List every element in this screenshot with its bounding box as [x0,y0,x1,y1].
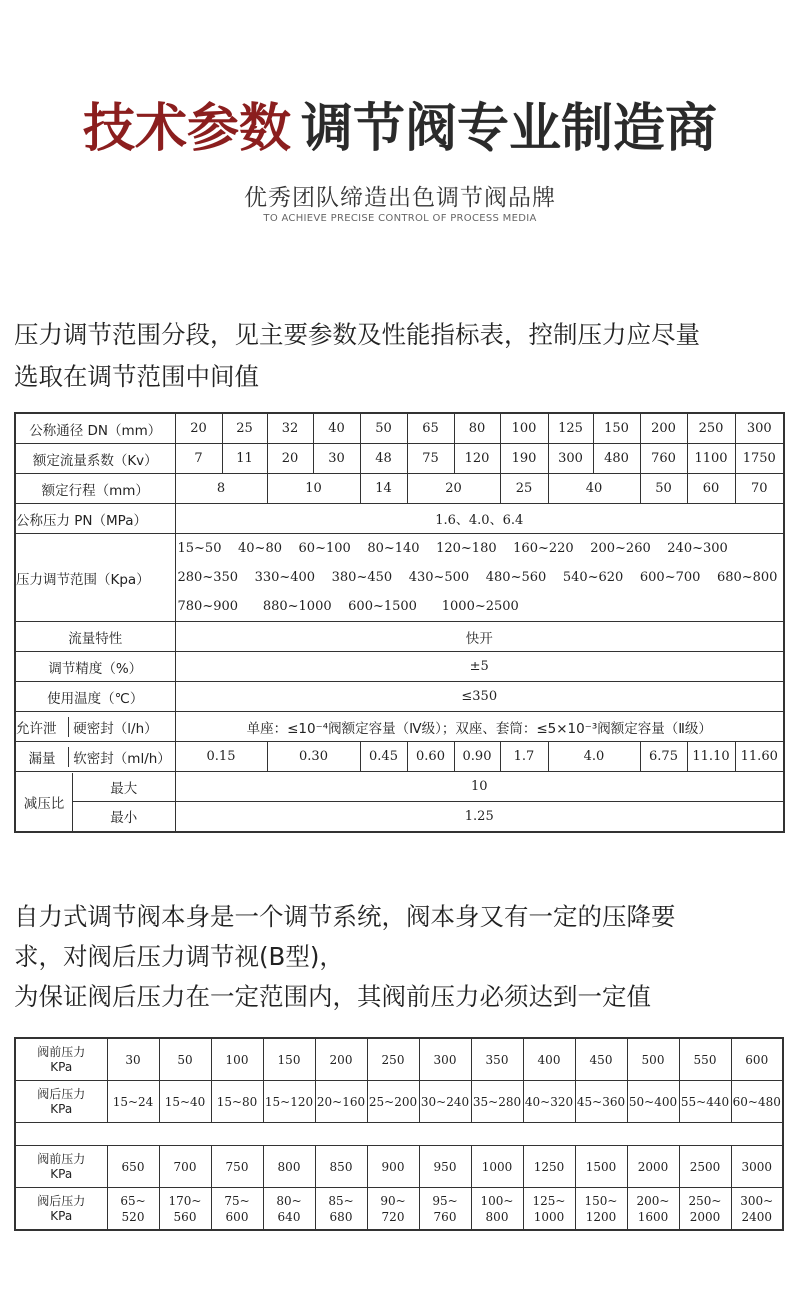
kv-cell: 48 [360,444,407,474]
dn-cell: 20 [175,413,222,444]
stroke-row [15,474,784,504]
stroke-cell: 60 [687,474,735,504]
pre-pressure-cell: 2500 [679,1146,731,1188]
range-values [175,534,784,622]
post-pressure-cell: 250~ 2000 [679,1188,731,1231]
dn-cell: 25 [222,413,267,444]
post-pressure-cell: 80~ 640 [263,1188,315,1231]
spec-table [14,412,785,833]
post-pressure-cell: 200~ 1600 [627,1188,679,1231]
pre-pressure-cell: 750 [211,1146,263,1188]
hard-seal-row [15,712,784,742]
soft-seal-cell: 6.75 [640,742,687,772]
ratio-max-row [15,772,784,802]
range-line-1 [176,534,784,563]
soft-seal-cell: 1.7 [500,742,548,772]
intro-line-1: 压力调节范围分段，见主要参数及性能指标表，控制压力应尽量 [14,320,700,349]
pre-pressure-cell: 800 [263,1146,315,1188]
kv-row [15,444,784,474]
post-pressure-cell: 15~24 [107,1081,159,1123]
range-value: 600~1500 [348,599,417,614]
post-pressure-cell: 45~360 [575,1081,627,1123]
post-pressure-cell: 15~80 [211,1081,263,1123]
stroke-cell: 50 [640,474,687,504]
post-pressure-cell: 50~400 [627,1081,679,1123]
range-value: 540~620 [562,570,624,585]
title-red: 技术参数 [82,98,291,159]
pre-pressure-cell: 950 [419,1146,471,1188]
temp-row [15,682,784,712]
soft-seal-cell: 11.60 [735,742,784,772]
range-value: 120~180 [436,541,497,556]
pressure-table [14,1037,784,1231]
pn-label: 公称压力 PN（MPa） [15,504,175,534]
post-pressure-row-1 [15,1081,783,1123]
range-row [15,534,784,622]
pn-row [15,504,784,534]
range-value: 160~220 [513,541,574,556]
post-pressure-cell: 25~200 [367,1081,419,1123]
flow-label: 流量特性 [15,622,175,652]
pre-pressure-cell: 400 [523,1038,575,1081]
pre-pressure-cell: 550 [679,1038,731,1081]
range-value: 240~300 [667,541,728,556]
flow-row [15,622,784,652]
post-pressure-cell: 40~320 [523,1081,575,1123]
range-value: 40~80 [238,541,282,556]
range-value: 600~700 [639,570,701,585]
kv-cell: 190 [500,444,548,474]
post-pressure-cell: 30~240 [419,1081,471,1123]
kv-cell: 75 [407,444,454,474]
pre-pressure-cell: 600 [731,1038,783,1081]
pre-pressure-cell: 500 [627,1038,679,1081]
title-black: 调节阀专业制造商 [301,99,718,159]
kv-cell: 1100 [687,444,735,474]
kv-label: 额定流量系数（Kv） [15,444,175,474]
post-pressure-cell: 150~ 1200 [575,1188,627,1231]
range-value: 680~800 [716,570,778,585]
post-pressure-label: 阀后压力 KPa [15,1188,107,1231]
range-value: 430~500 [408,570,470,585]
kv-cell: 760 [640,444,687,474]
pre-pressure-cell: 2000 [627,1146,679,1188]
soft-seal-cell: 11.10 [687,742,735,772]
stroke-cell: 25 [500,474,548,504]
pressure-paragraph [14,897,789,1017]
kv-cell: 480 [593,444,640,474]
post-pressure-cell: 55~440 [679,1081,731,1123]
post-pressure-cell: 170~ 560 [159,1188,211,1231]
precision-label: 调节精度（%） [15,652,175,682]
kv-cell: 20 [267,444,313,474]
pre-pressure-cell: 1500 [575,1146,627,1188]
dn-cell: 150 [593,413,640,444]
soft-seal-cell: 4.0 [548,742,640,772]
soft-seal-cell: 0.60 [407,742,454,772]
stroke-cell: 40 [548,474,640,504]
hard-seal-value: 单座：≤10⁻⁴阀额定容量（Ⅳ级）；双座、套筒：≤5×10⁻³阀额定容量（Ⅱ级） [175,712,784,742]
range-value: 780~900 [177,599,239,614]
pn-value: 1.6、4.0、6.4 [175,504,784,534]
dn-cell: 125 [548,413,593,444]
dn-cell: 300 [735,413,784,444]
ratio-label: 减压比 [16,773,73,831]
kv-cell: 30 [313,444,360,474]
range-value: 330~400 [254,570,316,585]
range-value: 380~450 [331,570,393,585]
stroke-label: 额定行程（mm） [15,474,175,504]
range-value: 200~260 [590,541,651,556]
hard-seal-label: 硬密封（l/h） [73,720,158,737]
precision-value: ±5 [175,652,784,682]
stroke-cell: 10 [267,474,360,504]
post-pressure-cell: 60~480 [731,1081,783,1123]
post-pressure-label: 阀后压力 KPa [15,1081,107,1123]
stroke-cell: 8 [175,474,267,504]
stroke-cell: 70 [735,474,784,504]
ratio-min-value: 1.25 [175,802,784,833]
kv-cell: 120 [454,444,500,474]
post-pressure-cell: 35~280 [471,1081,523,1123]
soft-seal-cell: 0.45 [360,742,407,772]
ratio-label-cell [15,772,175,833]
ratio-max-value: 10 [175,772,784,802]
table-gap-row [15,1123,783,1146]
precision-row [15,652,784,682]
dn-cell: 100 [500,413,548,444]
dn-label: 公称通径 DN（mm） [15,413,175,444]
range-value: 480~560 [485,570,547,585]
dn-cell: 250 [687,413,735,444]
stroke-cell: 20 [407,474,500,504]
post-pressure-cell: 75~ 600 [211,1188,263,1231]
pre-pressure-cell: 650 [107,1146,159,1188]
pre-pressure-cell: 100 [211,1038,263,1081]
soft-seal-label: 软密封（ml/h） [73,750,171,767]
dn-cell: 65 [407,413,454,444]
soft-seal-row [15,742,784,772]
pre-pressure-cell: 300 [419,1038,471,1081]
post-pressure-cell: 300~ 2400 [731,1188,783,1231]
soft-seal-cell: 0.30 [267,742,360,772]
stroke-cell: 14 [360,474,407,504]
range-value: 280~350 [177,570,239,585]
pre-pressure-cell: 250 [367,1038,419,1081]
page-title [0,96,800,162]
pre-pressure-label: 阀前压力 KPa [15,1146,107,1188]
temp-label: 使用温度（℃） [15,682,175,712]
flow-value: 快开 [175,622,784,652]
range-line-2 [176,563,784,592]
range-value: 1000~2500 [441,599,519,614]
pre-pressure-cell: 200 [315,1038,367,1081]
dn-cell: 32 [267,413,313,444]
hard-seal-label-cell [15,712,175,742]
subtitle-english: TO ACHIEVE PRECISE CONTROL OF PROCESS MEDIA [263,213,537,224]
post-pressure-row-2 [15,1188,783,1231]
pre-pressure-label: 阀前压力 KPa [15,1038,107,1081]
pre-pressure-cell: 3000 [731,1146,783,1188]
post-pressure-cell: 125~ 1000 [523,1188,575,1231]
kv-cell: 300 [548,444,593,474]
dn-cell: 40 [313,413,360,444]
pre-pressure-cell: 850 [315,1146,367,1188]
range-value: 880~1000 [262,599,332,614]
pre-pressure-cell: 1000 [471,1146,523,1188]
post-pressure-cell: 65~ 520 [107,1188,159,1231]
pre-pressure-row-2 [15,1146,783,1188]
kv-cell: 7 [175,444,222,474]
dn-cell: 50 [360,413,407,444]
ratio-max-label: 最大 [73,773,175,803]
temp-value: ≤350 [175,682,784,712]
range-value: 80~140 [367,541,420,556]
pre-pressure-cell: 30 [107,1038,159,1081]
soft-seal-label-cell [15,742,175,772]
leak-label-2: 漏量 [16,747,69,767]
post-pressure-cell: 100~ 800 [471,1188,523,1231]
range-line-3 [176,592,784,621]
post-pressure-cell: 95~ 760 [419,1188,471,1231]
dn-row [15,413,784,444]
post-pressure-cell: 90~ 720 [367,1188,419,1231]
dn-cell: 80 [454,413,500,444]
pre-pressure-cell: 350 [471,1038,523,1081]
dn-cell: 200 [640,413,687,444]
post-pressure-cell: 20~160 [315,1081,367,1123]
intro-paragraph [14,314,789,398]
pre-pressure-cell: 50 [159,1038,211,1081]
post-pressure-cell: 15~40 [159,1081,211,1123]
pre-pressure-cell: 150 [263,1038,315,1081]
soft-seal-cell: 0.90 [454,742,500,772]
subtitle: 优秀团队缔造出色调节阀品牌 [244,185,556,211]
pressure-line-3: 为保证阀后压力在一定范围内，其阀前压力必须达到一定值 [14,982,651,1011]
post-pressure-cell: 15~120 [263,1081,315,1123]
range-value: 60~100 [298,541,351,556]
intro-line-2: 选取在调节范围中间值 [14,362,259,391]
pre-pressure-cell: 900 [367,1146,419,1188]
pre-pressure-row-1 [15,1038,783,1081]
pressure-line-1: 自力式调节阀本身是一个调节系统，阀本身又有一定的压降要 [14,902,676,931]
ratio-min-label: 最小 [110,810,138,827]
pressure-line-2: 求，对阀后压力调节视(B型)， [14,942,344,971]
pre-pressure-cell: 450 [575,1038,627,1081]
kv-cell: 1750 [735,444,784,474]
post-pressure-cell: 85~ 680 [315,1188,367,1231]
kv-cell: 11 [222,444,267,474]
leak-label-1: 允许泄 [16,717,69,737]
table-gap [15,1123,783,1146]
range-label: 压力调节范围（Kpa） [15,534,175,622]
range-value: 15~50 [177,541,222,556]
soft-seal-cell: 0.15 [175,742,267,772]
pre-pressure-cell: 1250 [523,1146,575,1188]
pre-pressure-cell: 700 [159,1146,211,1188]
